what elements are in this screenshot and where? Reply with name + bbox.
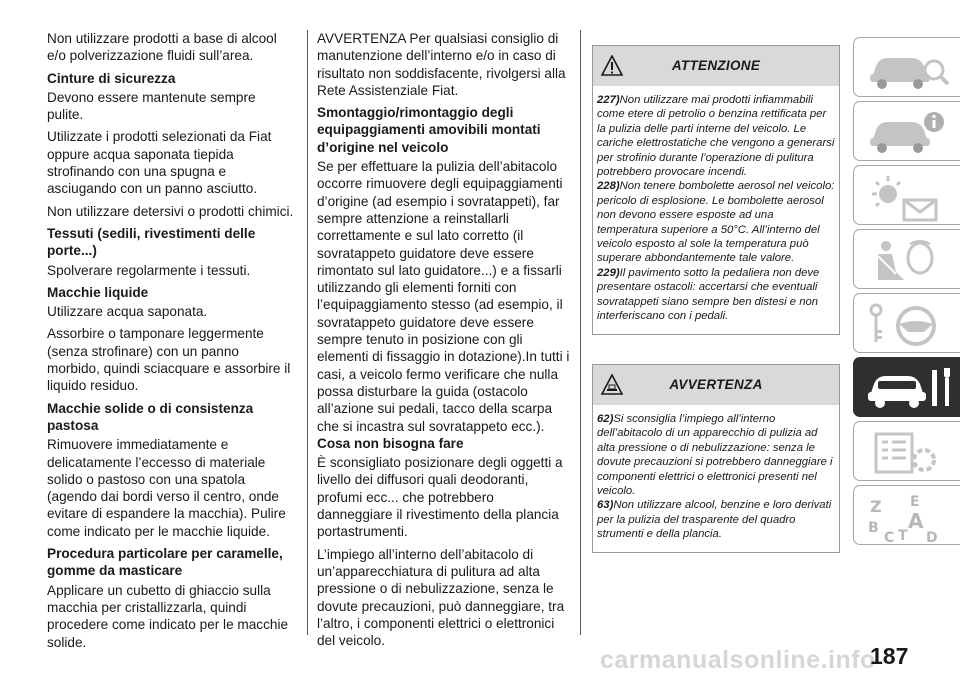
index-letter: A — [908, 509, 924, 533]
index-letter: D — [926, 530, 938, 544]
car-maintenance-icon — [864, 364, 954, 412]
avvertenza-box — [592, 364, 840, 553]
index-letter: B — [868, 520, 879, 536]
paragraph: Spolverare regolarmente i tessuti. — [47, 262, 251, 278]
heading-smontaggio: Smontaggio/rimontaggio degli equipaggiamenti amovibili montati d’origine nel veicolo — [317, 105, 541, 155]
index-letter: Z — [870, 497, 882, 516]
middle-column — [317, 30, 573, 654]
watermark: carmanualsonline.info — [600, 646, 876, 674]
key-steering-wheel-icon — [864, 300, 954, 348]
paragraph: Non utilizzare detersivi o prodotti chimici. — [47, 203, 294, 219]
paragraph: Utilizzate i prodotti selezionati da Fiat oppure acqua saponata tiepida strofinando con una spugna e asciugando con un panno asciutto. — [47, 129, 272, 197]
attenzione-box — [592, 45, 840, 335]
car-glance-icon — [864, 44, 954, 92]
index-letter: T — [898, 528, 908, 544]
paragraph: Devono essere mantenute sempre pulite. — [47, 89, 256, 123]
tab-maintenance[interactable] — [853, 357, 960, 417]
tab-technical-data[interactable] — [853, 421, 960, 481]
paragraph: Rimuovere immediatamente e delicatamente l’eccesso di materiale solido o pastoso con una spatola (agendo dai bordi verso il centro, onde evitare di espandere la macchia). Pulire come indicato per le macchie liquide. — [47, 437, 286, 539]
avvertenza-paragraph: AVVERTENZA Per qualsiasi consiglio di manutenzione dell’interno e/o in caso di risultato non soddisfacente, rivolgersi alla Rete Assistenziale Fiat. — [317, 31, 566, 98]
left-column — [47, 30, 295, 656]
tab-key-steering[interactable] — [853, 293, 960, 353]
note-227: 227)Non utilizzare mai prodotti infiammabili come etere di petrolio o benzina rettificata per la pulizia delle parti interne del veicolo. Le cariche elettrostatiche che vengono a generarsi per strofinio durante l’operazione di pulitura potrebbero provocare incendi. — [597, 94, 835, 179]
paragraph: Assorbire o tamponare leggermente (senza strofinare) con un panno morbido, quindi sciacquare e assorbire il liquido residuo. — [47, 326, 291, 394]
heading-macchie-liquide: Macchie liquide — [47, 284, 149, 300]
heading-cosa-non-fare: Cosa non bisogna fare — [317, 435, 464, 451]
heading-caramelle: Procedura particolare per caramelle, gomme da masticare — [47, 546, 283, 579]
heading-tessuti: Tessuti (sedili, rivestimenti delle porte...) — [47, 225, 256, 259]
paragraph: Applicare un cubetto di ghiaccio sulla macchia per cristallizzarla, quindi procedere come indicato per le macchie solide. — [47, 582, 289, 650]
airbag-safety-icon — [864, 236, 954, 284]
technical-data-icon — [864, 428, 954, 476]
note-228: 228)Non tenere bombolette aerosol nel veicolo: pericolo di esplosione. Le bombolette aerosol non devono essere esposte ad una temperatura superiore a 50°C. All’interno del veicolo esposto al sole la temperatura può superare abbondantemente tale valore. — [597, 180, 835, 265]
paragraph: È sconsigliato posizionare degli oggetti a livello dei diffusori quali deodoranti, profumi ecc... che potrebbero danneggiare il rivestimento della plancia portastrumenti. — [317, 455, 563, 540]
tab-alphabetical-index[interactable] — [853, 485, 960, 545]
car-info-icon — [864, 108, 954, 156]
note-229: 229)Il pavimento sotto la pedaliera non deve presentare ostacoli: accertarsi che eventuali sovratappeti siano sempre ben distesi e non interferiscano con i pedali. — [597, 266, 820, 323]
paragraph: L’impiego all’interno dell’abitacolo di un’apparecchiatura di pulitura ad alta pressione o di nebulizzazione, senza le dovute precauzioni, può danneggiare, tra l’altro, i componenti elettrici o elettronici del veicolo. — [317, 546, 565, 649]
index-letter: E — [910, 494, 920, 510]
heading-cinture: Cinture di sicurezza — [47, 70, 176, 86]
column-divider — [580, 30, 581, 635]
note-63: 63)Non utilizzare alcool, benzine e loro derivati per la pulizia del trasparente del quadro strumenti e della plancia. — [597, 499, 832, 541]
attenzione-title: ATTENZIONE — [671, 58, 761, 73]
attenzione-header — [593, 46, 839, 86]
dashboard-lights-icon — [864, 172, 954, 224]
heading-macchie-solide: Macchie solide o di consistenza pastosa — [47, 400, 254, 433]
column-divider — [307, 30, 308, 635]
tab-airbag-safety[interactable] — [853, 229, 960, 289]
tab-dashboard-lights[interactable] — [853, 165, 960, 225]
page-number: 187 — [870, 643, 909, 669]
intro-paragraph: Non utilizzare prodotti a base di alcool e/o polverizzazione fluidi sull’area. — [47, 31, 277, 64]
index-letter: C — [884, 530, 895, 544]
paragraph: Se per effettuare la pulizia dell’abitacolo occorre rimuovere degli equipaggiamenti d’origine (ad esempio i sovratappeti), far sempre attenzione a reinstallarli correttamente e sul lato corretto (il sovratappeto guidatore deve essere rimontato sul lato guidatore...) e a fissarli utilizzando gli elementi forniti con l’equipaggiamento stesso (ad esempio, il sovratappeto guidatore deve essere sempre tenuto in posizione con gli elementi di fissaggio in dotazione).In tutti i casi, a veicolo fermo verificare che nulla possa disturbare la guida (ostacolo all’azione sui pedali, tacco della scarpa che si incastra sul sovratappeto ecc.). — [317, 159, 570, 434]
avvertenza-title: AVVERTENZA — [669, 377, 763, 392]
avvertenza-header — [593, 365, 839, 405]
note-62: 62)Si sconsiglia l’impiego all’interno dell’abitacolo di un apparecchio di pulizia ad alta pressione o di nebulizzazione: senza le dovute precauzioni si potrebbero danneggiare i componenti elettrici o elettronici presenti nel veicolo. — [597, 413, 833, 498]
paragraph: Utilizzare acqua saponata. — [47, 304, 208, 320]
alphabetical-index-icon — [864, 492, 954, 544]
tab-car-glance[interactable] — [853, 37, 960, 97]
tab-car-info[interactable] — [853, 101, 960, 161]
